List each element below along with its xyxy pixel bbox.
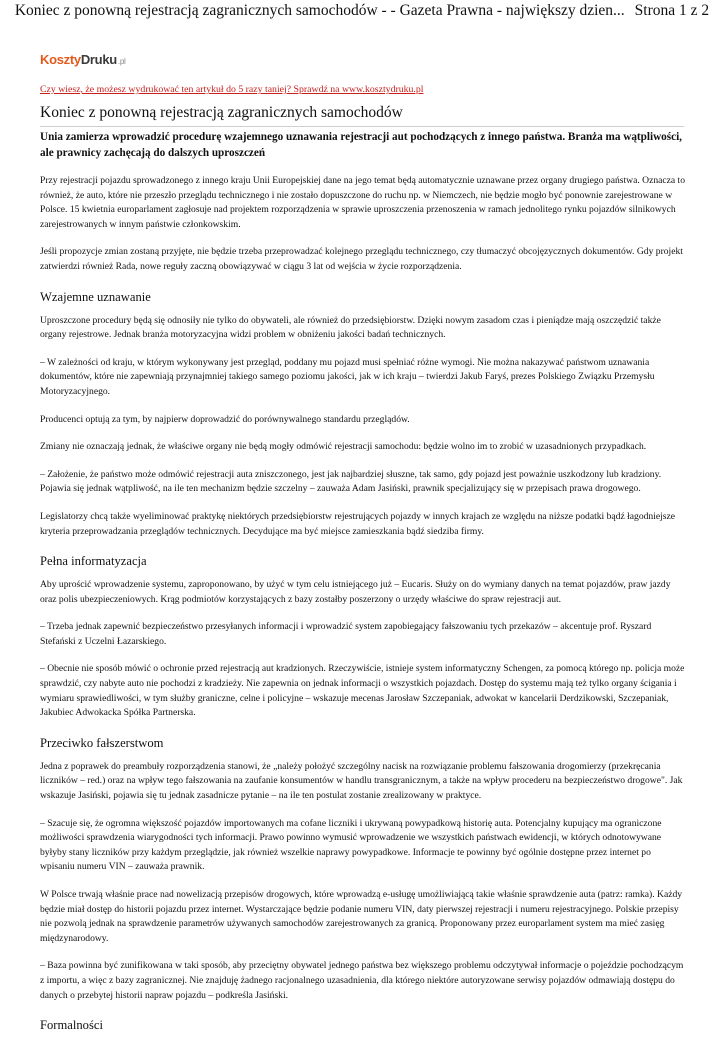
paragraph: – Trzeba jednak zapewnić bezpieczeństwo przesyłanych informacji i wprowadzić system zapobiegający fałszowaniu tych przekazów – akcentuje prof. Ryszard Stefański z Uczelni Łazarskiego.	[40, 621, 652, 647]
paragraph: – Obecnie nie sposób mówić o ochronie przed rejestracją aut kradzionych. Rzeczywiście, istnieje system informatyczny Schengen, za pomocą którego np. policja może sprawdzić, czy nabyte auto nie pochodzi z kradzieży. Nie zapewnia on jednak informacji o wszystkich pojazdach. Dostęp do systemu mają też tylko organy ścigania i wymiaru sprawiedliwości, w tym służby graniczne, celne i policyjne – wskazuje mecenas Jarosław Szczepaniak, adwokat w kancelarii Derdzikowski, Szczepaniak, Jakubiec Adwokacka Spółka Partnerska.	[40, 663, 685, 719]
logo-text-part1: Koszty	[40, 52, 81, 67]
article-body	[40, 130, 686, 1042]
paragraph: – W zależności od kraju, w którym wykonywany jest przegląd, poddany mu pojazd musi spełniać różne wymogi. Nie można nakazywać państwom uznawania dokumentów, które nie zapewniają przynajmniej takiego samego poziomu jakości, jak w ich kraju – twierdzi Jakub Faryś, prezes Polskiego Związku Przemysłu Motoryzacyjnego.	[40, 356, 655, 397]
promo-link[interactable]: Czy wiesz, że możesz wydrukować ten artykuł do 5 razy taniej? Sprawdź na www.kosztydruku.pl	[40, 84, 424, 95]
paragraph: – Założenie, że państwo może odmówić rejestracji auta zniszczonego, jest jak najbardziej słuszne, tak samo, gdy pojazd jest poważnie uszkodzony lub kradziony. Pojawia się jednak wątpliwość, na ile ten mechanizm będzie szczelny – zauważa Adam Jasiński, prawnik specjalizujący się w przepisach prawa drogowego.	[40, 468, 662, 495]
paragraph: Zmiany nie oznaczają jednak, że właściwe organy nie będą mogły odmówić rejestracji samochodu: będzie wolno im to zrobić w uzasadnionych przypadkach.	[40, 441, 647, 453]
paragraph: – Baza powinna być zunifikowana w taki sposób, aby przeciętny obywatel jednego państwa bez większego problemu odczytywał informacje o pojeździe pochodzącym z importu, a więc z bazy zagranicznej. Nie znajduję żadnego racjonalnego uzasadnienia, dla którego niektóre autoryzowane serwisy pojazdów odmawiają dostępu do danych o przebytej historii napraw pojazdu – podkreśla Jasiński.	[40, 960, 684, 1001]
paragraph: Legislatorzy chcą także wyeliminować praktykę niektórych przedsiębiorstw rejestrujących pojazdy w innych krajach ze względu na niższe podatki bądź łagodniejsze kryteria przeprowadzania przeglądów technicznych. Decydujące ma być miejsce zamieszkania bądź siedziba firmy.	[40, 510, 676, 537]
logo-text-part2: Druku	[80, 52, 117, 67]
paragraph: Uproszczone procedury będą się odnosiły nie tylko do obywateli, ale również do przedsiębiorstw. Dzięki nowym zasadom czas i pieniądze mają oszczędzić także organy rejestrowe. Jednak branża motoryzacyjna widzi problem w obniżeniu jakości badań technicznych.	[40, 314, 661, 341]
section-heading: Pełna informatyzacja	[40, 554, 147, 569]
intro-paragraph: Jeśli propozycje zmian zostaną przyjęte, nie będzie trzeba przeprowadzać kolejnego przeglądu technicznego, czy tłumaczyć obcojęzycznych dokumentów. Gdy projekt zatwierdzi również Rada, nowe reguły zaczną obowiązywać w ciągu 3 lat od wejścia w życie rozporządzenia.	[40, 246, 683, 272]
paragraph: Producenci optują za tym, by najpierw doprowadzić do porównywalnego standardu przeglądów.	[40, 413, 410, 425]
section-heading: Wzajemne uznawanie	[40, 289, 151, 304]
print-header-page-number: Strona 1 z 2	[634, 2, 710, 19]
paragraph: – Szacuje się, że ogromna większość pojazdów importowanych ma cofane liczniki i ukrywaną powypadkową historię auta. Potencjalny kupujący ma ograniczone możliwości sprawdzenia wiarygodności tych informacji. Prawo powinno wymusić wprowadzenie we wszystkich państwach ewidencji, w których odnotowywane byłyby stany liczników przy każdym przeglądzie, jak również wszelkie naprawy powypadkowe. Informacje te powinny być ogólnie dostępne przez internet po wpisaniu numeru VIN – zauważa prawnik.	[40, 817, 662, 873]
paragraph: Jedna z poprawek do preambuły rozporządzenia stanowi, że „należy położyć szczególny nacisk na rozwiązanie problemu fałszowania drogomierzy (przekręcania liczników – red.) oraz na wpływ tego fałszowania na zaufanie konsumentów w handlu transgranicznym, a także na wpływ procederu na bezpieczeństwo drogowe". Jak wskazuje Jasiński, pojawia się tu jednak zasadnicze pytanie – na ile ten postulat zostanie zrealizowany w praktyce.	[40, 760, 683, 802]
print-page-header	[0, 2, 724, 20]
print-header-title: Koniec z ponowną rejestracją zagranicznych samochodów - - Gazeta Prawna - największy dzien...	[14, 2, 625, 19]
kosztydruku-logo[interactable]	[40, 52, 125, 70]
section-heading: Formalności	[40, 1018, 103, 1033]
paragraph: Aby uprościć wprowadzenie systemu, zaproponowano, by użyć w tym celu istniejącego już – Eucaris. Służy on do wymiany danych na temat pojazdów, praw jazdy oraz polis ubezpieczeniowych. Krąg podmiotów korzystających z bazy zostałby poszerzony o urzędy właściwe do spraw rejestracji aut.	[40, 579, 671, 605]
logo-text-suffix: .pl	[117, 57, 126, 66]
article-title: Koniec z ponowną rejestracją zagranicznych samochodów	[40, 104, 684, 127]
intro-paragraph: Przy rejestracji pojazdu sprowadzonego z innego kraju Unii Europejskiej dane na jego temat będą automatycznie uznawane przez organy drugiego państwa. Oznacza to również, że auto, które nie przeszło przeglądu technicznego i nie zostało dopuszczone do ruchu np. w Niemczech, nie będzie mogło być ponownie zarejestrowane w Polsce. 15 kwietnia europarlament zagłosuje nad projektem rozporządzenia w sprawie uproszczenia przenoszenia w ramach jednolitego rynku pojazdów silnikowych zarejestrowanych w innym państwie członkowskim.	[40, 175, 686, 230]
article-lead: Unia zamierza wprowadzić procedurę wzajemnego uznawania rejestracji aut pochodzących z innego państwa. Branża ma wątpliwości, ale prawnicy zachęcają do dalszych uproszczeń	[40, 131, 682, 159]
section-heading: Przeciwko fałszerstwom	[40, 735, 164, 750]
paragraph: W Polsce trwają właśnie prace nad nowelizacją przepisów drogowych, które wprowadzą e-usługę umożliwiającą takie właśnie sprawdzenie auta (patrz: ramka). Każdy będzie miał dostęp do historii pojazdu przez internet. Wystarczające będzie podanie numeru VIN, daty pierwszej rejestracji i numeru rejestracyjnego. Polskie przepisy nie pozwolą jednak na sprawdzenie parametrów używanych samochodów zarejestrowanych za granicą. Proponowany przez europarlament system ma mieć zasięg międzynarodowy.	[40, 889, 683, 944]
